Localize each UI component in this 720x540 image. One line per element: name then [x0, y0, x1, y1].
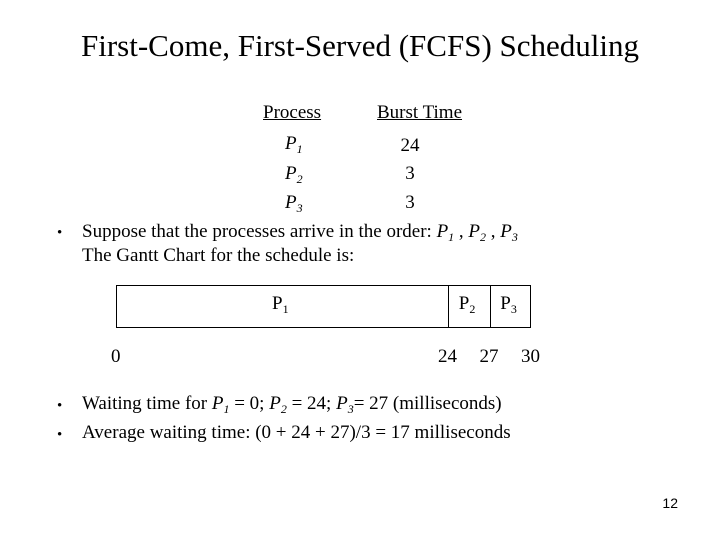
arrival-p: P [436, 221, 449, 242]
bullet-average: • [57, 427, 63, 443]
gantt-tick-label: 30 [521, 346, 540, 367]
waiting-p: P [269, 393, 281, 414]
waiting-p: P [336, 393, 348, 414]
arrival-text: Suppose that the processes arrive in the order: [82, 221, 437, 242]
gantt-segment-label [459, 293, 476, 315]
gantt-divider [448, 286, 449, 327]
process-letter: P [285, 192, 297, 213]
arrival-p: P [468, 221, 481, 242]
arrival-sep: , [486, 221, 501, 242]
waiting-sub: 1 [223, 402, 230, 416]
waiting-p: P [211, 393, 224, 414]
waiting-sub: 3 [347, 402, 354, 416]
arrival-order-text [82, 221, 518, 243]
gantt-tick-label: 24 [438, 346, 457, 367]
gantt-process-letter: P [458, 293, 470, 314]
waiting-value: = 24; [286, 393, 337, 414]
process-name-p2 [285, 163, 303, 185]
burst-time-p2: 3 [405, 163, 415, 184]
process-subscript: 3 [296, 201, 303, 215]
gantt-tick-label: 27 [479, 346, 499, 367]
arrival-sub: 2 [480, 230, 487, 244]
gantt-process-subscript: 2 [469, 302, 476, 316]
gantt-divider [490, 286, 491, 327]
slide-title: First-Come, First-Served (FCFS) Scheduling [80, 28, 639, 63]
burst-time-p3: 3 [405, 192, 415, 213]
gantt-process-letter: P [500, 293, 511, 314]
gantt-segment-label [272, 293, 289, 315]
process-letter: P [285, 133, 297, 154]
waiting-value: = 0; [229, 393, 270, 414]
gantt-segment-label [500, 293, 517, 315]
waiting-value: = 27 (milliseconds) [353, 393, 502, 414]
process-subscript: 2 [296, 172, 303, 186]
burst-time-p1: 24 [400, 135, 420, 156]
waiting-sub: 2 [280, 402, 287, 416]
gantt-process-subscript: 1 [282, 302, 289, 316]
burst-time-header-label: Burst Time [377, 102, 463, 123]
arrival-sep: , [454, 221, 469, 242]
process-letter: P [285, 163, 297, 184]
waiting-time-text [82, 393, 502, 415]
process-column-header: Process [263, 102, 322, 123]
process-name-p1 [285, 133, 303, 155]
process-subscript: 1 [296, 142, 303, 156]
burst-time-column-header [377, 102, 482, 124]
bullet-waiting: • [57, 398, 63, 414]
average-waiting-text: Average waiting time: (0 + 24 + 27)/3 = 17 milliseconds [82, 422, 511, 443]
gantt-process-subscript: 3 [510, 302, 517, 316]
bullet-arrival: • [57, 225, 63, 241]
gantt-tick-label: 0 [111, 346, 121, 367]
process-name-p3 [285, 192, 303, 214]
waiting-prefix: Waiting time for [82, 393, 212, 414]
gantt-process-letter: P [272, 293, 283, 314]
arrival-p: P [500, 221, 512, 242]
arrival-sub: 3 [511, 230, 518, 244]
arrival-sub: 1 [448, 230, 455, 244]
page-number: 12 [662, 495, 678, 511]
gantt-intro-text: The Gantt Chart for the schedule is: [82, 245, 355, 266]
